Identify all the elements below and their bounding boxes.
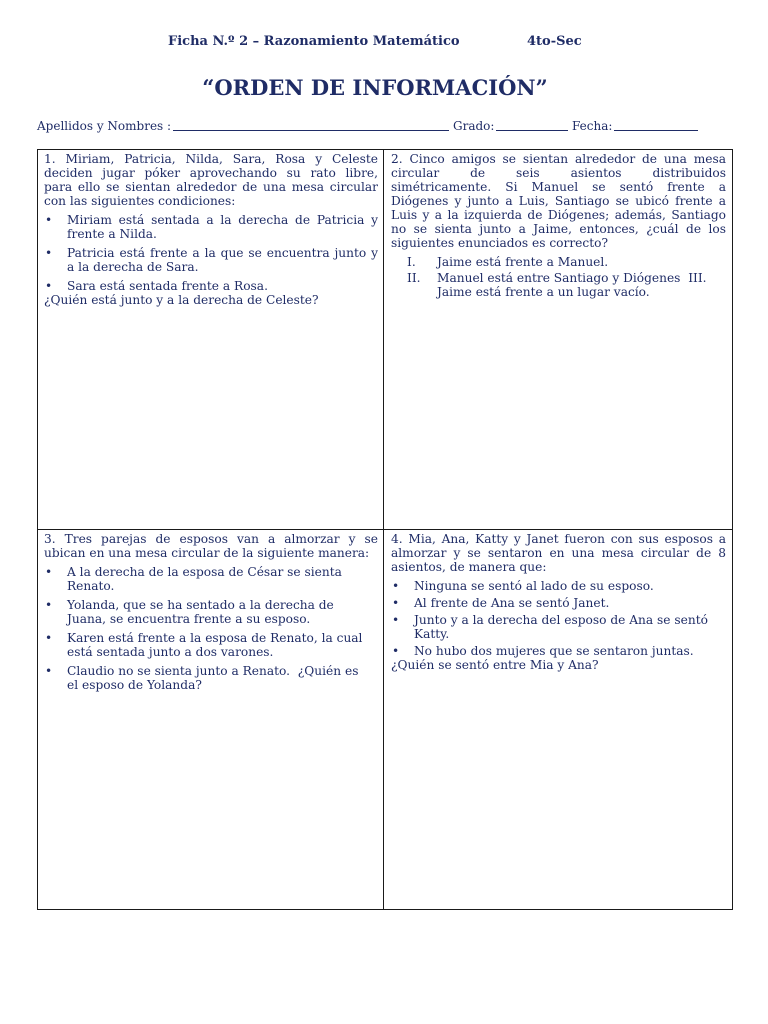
bullet-marker: • bbox=[45, 664, 53, 678]
bullet-marker: • bbox=[392, 613, 400, 627]
condition-line: Katty. bbox=[414, 627, 450, 641]
problem-1-statement-line: para ello se sientan alrededor de una mesa circular bbox=[44, 180, 378, 194]
worksheet-title: “ORDEN DE INFORMACIÓN” bbox=[202, 75, 548, 100]
problem-4-cell bbox=[384, 530, 732, 909]
problem-2-statement-line: no se sienta junto a Jaime, entonces, ¿cuál de los bbox=[391, 222, 726, 236]
problem-1-cell bbox=[38, 150, 384, 530]
problem-3-cell bbox=[38, 530, 384, 909]
worksheet-label: Ficha N.º 2 – Razonamiento Matemático bbox=[168, 34, 460, 49]
problem-4-condition bbox=[391, 596, 726, 610]
problem-4-statement-line: 4. Mia, Ana, Katty y Janet fueron con sus esposos a bbox=[391, 532, 726, 546]
problem-1-statement-line: deciden jugar póker aprovechando su rato libre, bbox=[44, 166, 378, 180]
problem-2-option bbox=[391, 255, 726, 269]
problem-3-condition bbox=[44, 598, 378, 626]
date-field-label: Fecha: bbox=[572, 119, 613, 133]
problem-1-statement-line: 1. Miriam, Patricia, Nilda, Sara, Rosa y Celeste bbox=[44, 152, 378, 166]
condition-line: el esposo de Yolanda? bbox=[67, 678, 202, 692]
problem-2-statement-line: simétricamente. Si Manuel se sentó frente a bbox=[391, 180, 726, 194]
condition-line: No hubo dos mujeres que se sentaron juntas. bbox=[414, 644, 694, 658]
name-field-blank bbox=[173, 119, 449, 131]
condition-line: frente a Nilda. bbox=[67, 227, 157, 241]
grade-level-label: 4to-Sec bbox=[527, 34, 582, 49]
grade-field-label: Grado: bbox=[453, 119, 495, 133]
problem-2-statement-line: siguientes enunciados es correcto? bbox=[391, 236, 608, 250]
problem-1-condition bbox=[44, 213, 378, 241]
problem-3-condition bbox=[44, 631, 378, 659]
name-field-label: Apellidos y Nombres : bbox=[37, 119, 172, 133]
condition-line: Miriam está sentada a la derecha de Patricia y bbox=[67, 213, 378, 227]
problem-4-statement-line: asientos, de manera que: bbox=[391, 560, 547, 574]
bullet-marker: • bbox=[392, 579, 400, 593]
roman-numeral: II. bbox=[407, 271, 421, 285]
bullet-marker: • bbox=[392, 596, 400, 610]
problem-3-condition bbox=[44, 664, 378, 692]
condition-line: Yolanda, que se ha sentado a la derecha de bbox=[67, 598, 334, 612]
problem-2-statement-line: 2. Cinco amigos se sientan alrededor de una mesa bbox=[391, 152, 726, 166]
problem-3-condition bbox=[44, 565, 378, 593]
problem-4-statement-line: almorzar y se sentaron en una mesa circular de 8 bbox=[391, 546, 726, 560]
bullet-marker: • bbox=[45, 213, 53, 227]
problem-3-statement-line: 3. Tres parejas de esposos van a almorzar y se bbox=[44, 532, 378, 546]
problem-1-question: ¿Quién está junto y a la derecha de Celeste? bbox=[44, 293, 319, 307]
condition-line: a la derecha de Sara. bbox=[67, 260, 199, 274]
bullet-marker: • bbox=[45, 279, 53, 293]
problem-2-statement-line: circular de seis asientos distribuidos bbox=[391, 166, 726, 180]
date-field-blank bbox=[614, 119, 698, 131]
condition-line: Junto y a la derecha del esposo de Ana se sentó bbox=[414, 613, 708, 627]
condition-line: Ninguna se sentó al lado de su esposo. bbox=[414, 579, 654, 593]
condition-line: A la derecha de la esposa de César se sienta bbox=[67, 565, 342, 579]
problem-4-condition bbox=[391, 613, 726, 641]
condition-line: Renato. bbox=[67, 579, 115, 593]
problem-1-condition bbox=[44, 246, 378, 274]
bullet-marker: • bbox=[45, 565, 53, 579]
problem-3-statement-line: ubican en una mesa circular de la siguiente manera: bbox=[44, 546, 370, 560]
condition-line: Claudio no se sienta junto a Renato. ¿Quién es bbox=[67, 664, 359, 678]
problem-2-statement-line: Diógenes y junto a Luis, Santiago se ubicó frente a bbox=[391, 194, 726, 208]
bullet-marker: • bbox=[45, 598, 53, 612]
grade-field-blank bbox=[496, 119, 568, 131]
problem-4-condition bbox=[391, 579, 726, 593]
problems-grid bbox=[37, 149, 733, 910]
condition-line: Al frente de Ana se sentó Janet. bbox=[414, 596, 610, 610]
problem-1-statement-line: con las siguientes condiciones: bbox=[44, 194, 236, 208]
condition-line: está sentada junto a dos varones. bbox=[67, 645, 274, 659]
condition-line: Juana, se encuentra frente a su esposo. bbox=[67, 612, 311, 626]
problem-4-condition bbox=[391, 644, 726, 658]
condition-line: Patricia está frente a la que se encuentra junto y bbox=[67, 246, 378, 260]
problem-2-option bbox=[391, 271, 726, 299]
option-line: Manuel está entre Santiago y Diógenes III. bbox=[437, 271, 707, 285]
roman-numeral: I. bbox=[407, 255, 416, 269]
option-line: Jaime está frente a Manuel. bbox=[437, 255, 609, 269]
bullet-marker: • bbox=[45, 246, 53, 260]
problem-2-statement-line: Luis y a la izquierda de Diógenes; además, Santiago bbox=[391, 208, 726, 222]
problem-4-question: ¿Quién se sentó entre Mia y Ana? bbox=[391, 658, 599, 672]
problem-2-cell bbox=[384, 150, 732, 530]
option-line: Jaime está frente a un lugar vacío. bbox=[437, 285, 650, 299]
bullet-marker: • bbox=[392, 644, 400, 658]
problem-1-condition bbox=[44, 279, 378, 293]
condition-line: Sara está sentada frente a Rosa. bbox=[67, 279, 268, 293]
condition-line: Karen está frente a la esposa de Renato, la cual bbox=[67, 631, 363, 645]
bullet-marker: • bbox=[45, 631, 53, 645]
